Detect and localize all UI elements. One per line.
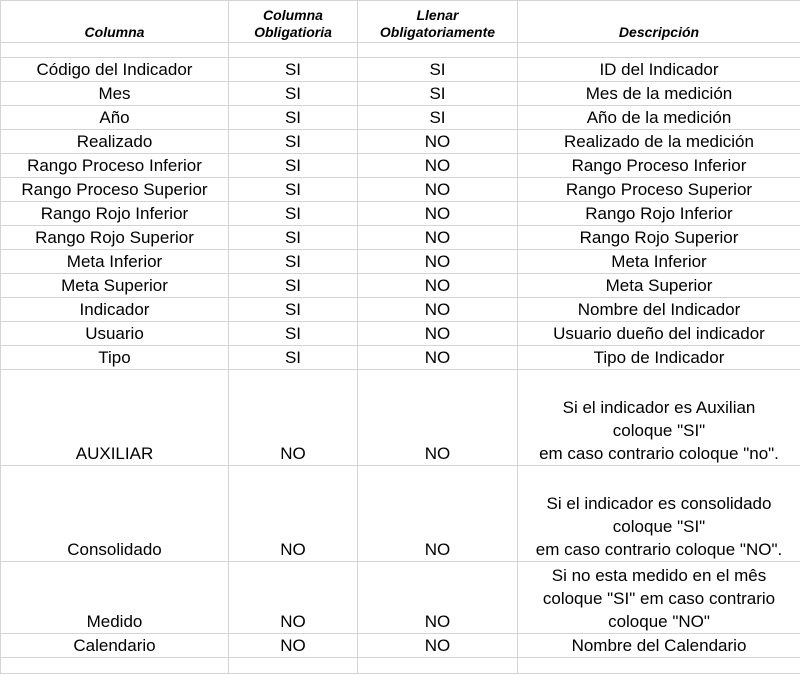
desc-line: Si no esta medido en el mês (551, 566, 767, 585)
cell-columna[interactable]: Consolidado (1, 466, 229, 562)
desc-line: em caso contrario coloque "NO". (535, 540, 783, 559)
cell-descripcion[interactable]: Meta Superior (518, 274, 800, 298)
table-row (1, 346, 800, 370)
desc-line: em caso contrario coloque "no". (539, 444, 779, 463)
cell-descripcion[interactable]: Rango Rojo Superior (518, 226, 800, 250)
empty-row (1, 43, 800, 58)
cell-columna[interactable]: Rango Proceso Superior (1, 178, 229, 202)
table-row-consolidado (1, 466, 800, 562)
cell-descripcion[interactable]: Rango Rojo Inferior (518, 202, 800, 226)
cell-descripcion[interactable] (518, 466, 800, 562)
cell-descripcion[interactable]: ID del Indicador (518, 58, 800, 82)
cell-descripcion[interactable]: Rango Proceso Superior (518, 178, 800, 202)
cell-obligatoria[interactable]: SI (229, 154, 358, 178)
cell-obligatoria[interactable]: NO (229, 562, 358, 634)
cell-columna[interactable]: Rango Rojo Superior (1, 226, 229, 250)
cell-descripcion[interactable]: Rango Proceso Inferior (518, 154, 800, 178)
header-col3-line1: Llenar (416, 7, 459, 23)
cell-llenar[interactable]: NO (358, 154, 518, 178)
table-row-medido (1, 562, 800, 634)
cell-descripcion[interactable] (518, 370, 800, 466)
cell-descripcion[interactable]: Tipo de Indicador (518, 346, 800, 370)
cell-obligatoria[interactable]: SI (229, 178, 358, 202)
table-row-calendario (1, 634, 800, 658)
empty-cell[interactable] (1, 658, 229, 674)
cell-columna[interactable]: Medido (1, 562, 229, 634)
cell-llenar[interactable]: NO (358, 370, 518, 466)
header-columna[interactable]: Columna (1, 1, 229, 43)
table-row (1, 226, 800, 250)
cell-columna[interactable]: Meta Inferior (1, 250, 229, 274)
table-row (1, 130, 800, 154)
cell-obligatoria[interactable]: SI (229, 58, 358, 82)
empty-cell[interactable] (229, 658, 358, 674)
cell-obligatoria[interactable]: SI (229, 250, 358, 274)
cell-llenar[interactable]: SI (358, 106, 518, 130)
empty-cell[interactable] (518, 658, 800, 674)
cell-llenar[interactable]: NO (358, 346, 518, 370)
cell-llenar[interactable]: NO (358, 202, 518, 226)
cell-columna[interactable]: Tipo (1, 346, 229, 370)
cell-columna[interactable]: Rango Rojo Inferior (1, 202, 229, 226)
empty-cell[interactable] (518, 43, 800, 58)
cell-columna[interactable]: Mes (1, 82, 229, 106)
cell-descripcion[interactable]: Mes de la medición (518, 82, 800, 106)
cell-obligatoria[interactable]: SI (229, 322, 358, 346)
cell-llenar[interactable]: SI (358, 58, 518, 82)
cell-columna[interactable]: Meta Superior (1, 274, 229, 298)
header-descripcion[interactable]: Descripción (518, 1, 800, 43)
cell-llenar[interactable]: NO (358, 322, 518, 346)
desc-line: Si el indicador es consolidado (546, 494, 772, 513)
cell-obligatoria[interactable]: NO (229, 634, 358, 658)
empty-cell[interactable] (229, 43, 358, 58)
cell-columna[interactable]: Calendario (1, 634, 229, 658)
cell-llenar[interactable]: NO (358, 562, 518, 634)
cell-descripcion[interactable]: Realizado de la medición (518, 130, 800, 154)
cell-columna[interactable]: Código del Indicador (1, 58, 229, 82)
table-row (1, 58, 800, 82)
header-col2-line2: Obligatioria (254, 24, 332, 40)
cell-obligatoria[interactable]: NO (229, 370, 358, 466)
cell-columna[interactable]: Indicador (1, 298, 229, 322)
desc-line: coloque "NO" (608, 612, 710, 631)
desc-line: coloque "SI" em caso contrario (542, 589, 776, 608)
cell-obligatoria[interactable]: SI (229, 130, 358, 154)
cell-columna[interactable]: Año (1, 106, 229, 130)
cell-obligatoria[interactable]: NO (229, 466, 358, 562)
table-row (1, 82, 800, 106)
header-columna-obligatoria[interactable] (229, 1, 358, 43)
cell-llenar[interactable]: SI (358, 82, 518, 106)
table-row (1, 250, 800, 274)
cell-descripcion[interactable]: Usuario dueño del indicador (518, 322, 800, 346)
desc-line: Si el indicador es Auxilian (562, 398, 756, 417)
cell-llenar[interactable]: NO (358, 130, 518, 154)
cell-llenar[interactable]: NO (358, 250, 518, 274)
cell-obligatoria[interactable]: SI (229, 202, 358, 226)
cell-descripcion[interactable]: Nombre del Indicador (518, 298, 800, 322)
cell-llenar[interactable]: NO (358, 274, 518, 298)
table-row (1, 202, 800, 226)
cell-obligatoria[interactable]: SI (229, 274, 358, 298)
cell-columna[interactable]: Rango Proceso Inferior (1, 154, 229, 178)
header-col3-line2: Obligatoriamente (379, 24, 496, 40)
empty-row (1, 658, 800, 674)
cell-columna[interactable]: Realizado (1, 130, 229, 154)
table-row (1, 154, 800, 178)
cell-llenar[interactable]: NO (358, 298, 518, 322)
cell-llenar[interactable]: NO (358, 178, 518, 202)
cell-descripcion[interactable]: Meta Inferior (518, 250, 800, 274)
header-col2-line1: Columna (263, 7, 323, 23)
cell-obligatoria[interactable]: SI (229, 298, 358, 322)
table-row (1, 322, 800, 346)
desc-line: coloque "SI" (612, 517, 706, 536)
cell-obligatoria[interactable]: SI (229, 346, 358, 370)
cell-obligatoria[interactable]: SI (229, 82, 358, 106)
header-llenar-obligatoriamente[interactable] (358, 1, 518, 43)
table-row (1, 298, 800, 322)
empty-cell[interactable] (1, 43, 229, 58)
table-row (1, 106, 800, 130)
cell-llenar[interactable]: NO (358, 634, 518, 658)
empty-cell[interactable] (358, 43, 518, 58)
empty-cell[interactable] (358, 658, 518, 674)
cell-columna[interactable]: AUXILIAR (1, 370, 229, 466)
cell-llenar[interactable]: NO (358, 226, 518, 250)
cell-obligatoria[interactable]: SI (229, 226, 358, 250)
cell-columna[interactable]: Usuario (1, 322, 229, 346)
table-row-auxiliar (1, 370, 800, 466)
cell-obligatoria[interactable]: SI (229, 106, 358, 130)
cell-descripcion[interactable]: Año de la medición (518, 106, 800, 130)
table-row (1, 274, 800, 298)
header-row (1, 1, 800, 43)
cell-llenar[interactable]: NO (358, 466, 518, 562)
table-row (1, 178, 800, 202)
cell-descripcion[interactable]: Nombre del Calendario (518, 634, 800, 658)
cell-descripcion[interactable] (518, 562, 800, 634)
desc-line: coloque "SI" (612, 421, 706, 440)
